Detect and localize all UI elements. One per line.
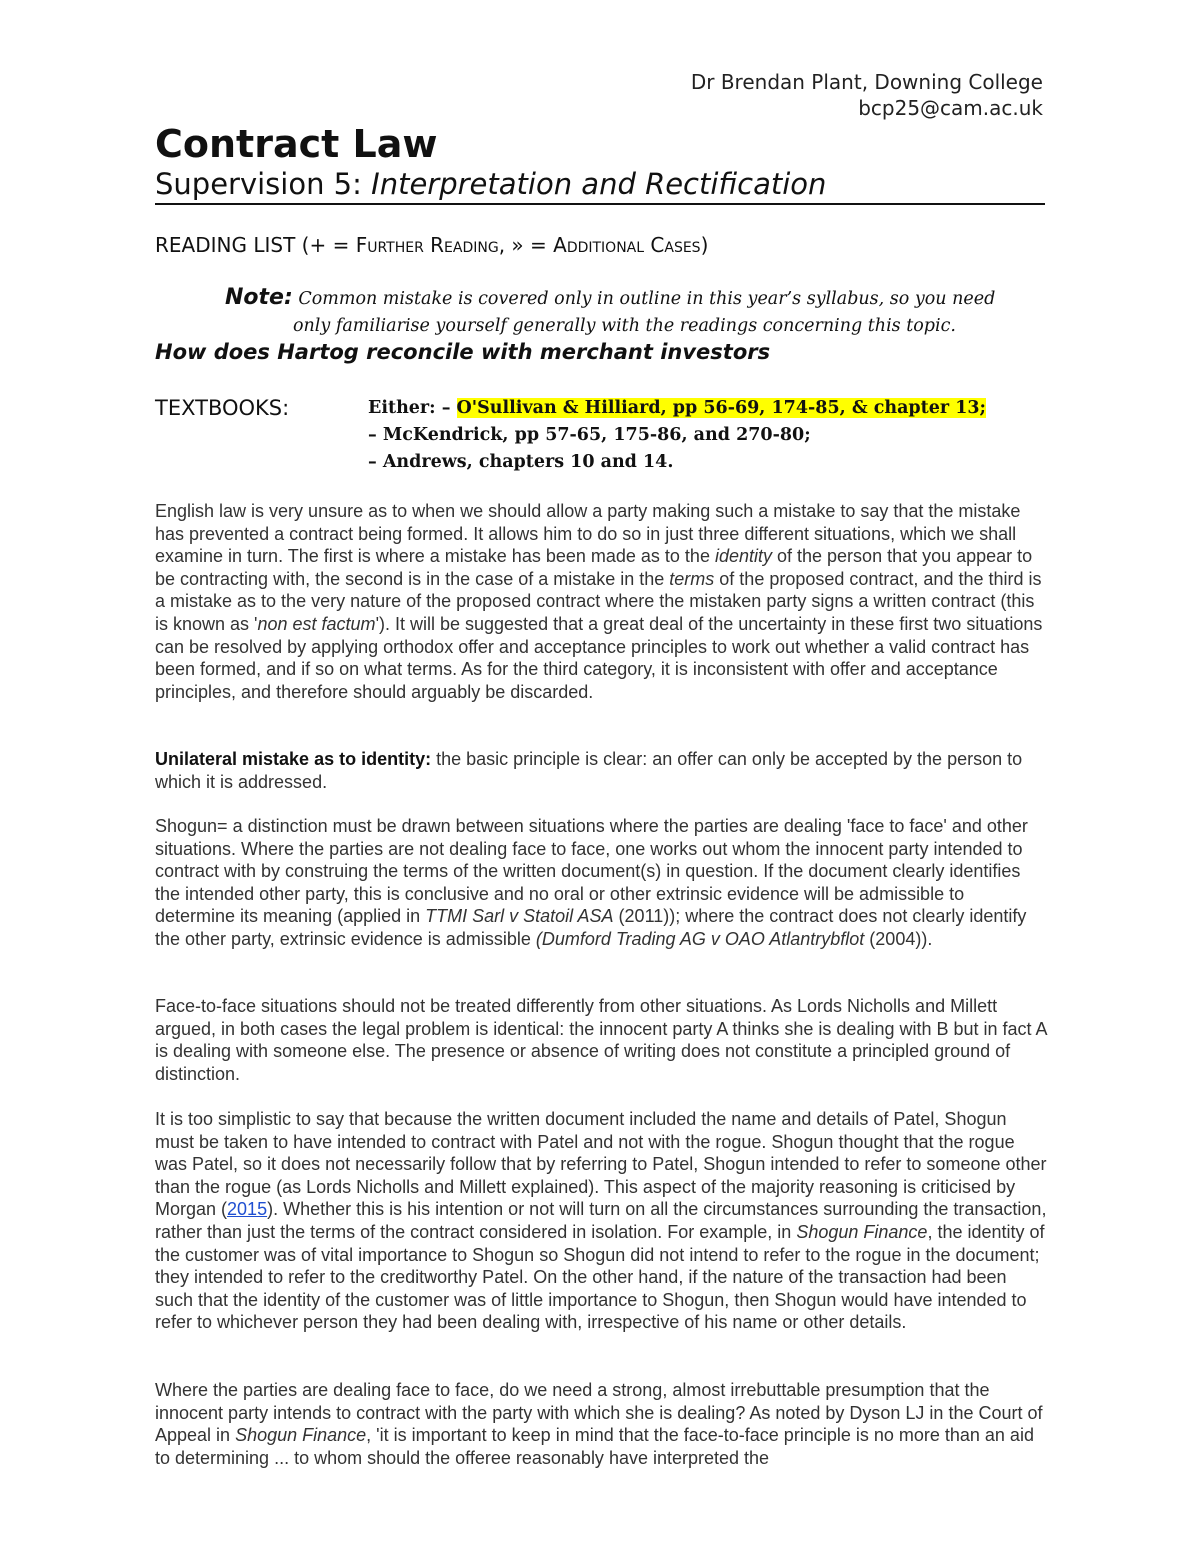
morgan-2015-link[interactable]: 2015 — [227, 1199, 268, 1220]
text-run: of the proposed contract, and the third is a mistake as to the very nature of the proposed contract where the mistaken party signs a written contract (this is known as ' — [155, 568, 1042, 634]
text-run: (2004)). — [864, 928, 933, 949]
case-name: (Dumford Trading AG v OAO Atlantrybflot — [535, 928, 865, 949]
textbook-item — [368, 395, 986, 422]
textbook-highlighted: O'Sullivan & Hilliard, pp 56-69, 174-85, & chapter 13; — [456, 398, 987, 418]
textbook-item: – Andrews, chapters 10 and 14. — [368, 452, 674, 472]
page-title: Contract Law — [155, 122, 438, 166]
page-subtitle — [155, 166, 826, 202]
textbooks-either: Either: – — [368, 398, 457, 418]
italic-run: non est factum — [257, 613, 376, 634]
reading-list-label: READING LIST — [155, 233, 296, 257]
case-name: TTMI Sarl v Statoil ASA — [425, 906, 614, 927]
note-label: Note: — [225, 285, 293, 310]
paragraph-shogun — [155, 815, 1048, 951]
text-run: English law is very unsure as to when we should allow a party making such a mistake to say that the mistake has prevented a contract being formed. It allows him to do so in just three different situations, which we shall examine in turn. The first is where a mistake has been made as to the — [155, 501, 1021, 567]
question-heading: How does Hartog reconcile with merchant investors — [155, 340, 771, 364]
italic-run: terms — [669, 568, 715, 589]
text-run: It is too simplistic to say that because the written document included the name and details of Patel, Shogun must be taken to have intended to contract with Patel and not with the rogue. Shogun thought that the rogue was Patel, so it does not necessarily follow that by referring to Patel, Shogun intended to refer to someone other than the rogue (as Lords Nicholls and Millett explained). This aspect of the majority reasoning is criticised by Morgan ( — [155, 1109, 1047, 1220]
note-line-2: only familiarise yourself generally with the readings concerning this topic. — [293, 316, 956, 336]
note-block — [225, 284, 1045, 340]
textbook-item: – McKendrick, pp 57-65, 175-86, and 270-80; — [368, 425, 811, 445]
email-line: bcp25@cam.ac.uk — [858, 96, 1043, 120]
text-run: the basic principle is clear: an offer can only be accepted by the person to which it is addressed. — [155, 749, 1023, 792]
paragraph-face-to-face: Face-to-face situations should not be treated differently from other situations. As Lords Nicholls and Millett argued, in both cases the legal problem is identical: the innocent party A thinks she is dealing with B but in fact A is dealing with someone else. The presence or absence of writing does not constitute a principled ground of distinction. — [155, 996, 1047, 1084]
text-run: Shogun= a distinction must be drawn between situations where the parties are dealing 'face to face' and other situations. Where the parties are not dealing face to face, one works out whom the innocent party intended to contract with by construing the terms of the written document(s) in question. If the document clearly identifies the intended other party, this is conclusive and no oral or other extrinsic evidence will be admissible to determine its meaning (applied in — [155, 816, 1028, 927]
subtitle-prefix: Supervision 5: — [155, 167, 372, 201]
text-run: ). Whether this is his intention or not will turn on all the circumstances surrounding the transaction, rather than just the terms of the contract considered in isolation. For example, in — [155, 1199, 1047, 1242]
case-name: Shogun Finance — [235, 1425, 367, 1446]
section-heading: Unilateral mistake as to identity: — [155, 749, 432, 769]
text-run: (2011)); where the contract does not clearly identify the other party, extrinsic evidence is admissible — [155, 906, 1027, 949]
paragraph-intro — [155, 500, 1048, 703]
textbooks-list — [368, 395, 986, 476]
reading-list-heading — [155, 232, 708, 258]
case-name: Shogun Finance — [796, 1221, 928, 1242]
text-run: of the person that you appear to be contracting with, the second is in the case of a mistake in the — [155, 546, 1033, 589]
textbooks-label: TEXTBOOKS: — [155, 396, 290, 420]
text-run: , 'it is important to keep in mind that the face-to-face principle is no more than an aid to determining ... to whom should the offeree reasonably have interpreted the — [155, 1425, 1034, 1468]
title-divider — [155, 203, 1045, 205]
author-line: Dr Brendan Plant, Downing College — [690, 70, 1043, 94]
text-run: Where the parties are dealing face to face, do we need a strong, almost irrebuttable presumption that the innocent party intends to contract with the party with which she is dealing? As noted by Dyson LJ in the Court of Appeal in — [155, 1380, 1043, 1446]
text-run: , the identity of the customer was of vital importance to Shogun so Shogun did not intend to refer to the rogue in the document; they intended to refer to the creditworthy Patel. On the other hand, if the nature of the transaction had been such that the identity of the customer was of little importance to Shogun, then Shogun would have intended to refer to whichever person they had been dealing with, irrespective of his name or other details. — [155, 1221, 1045, 1333]
italic-run: identity — [714, 546, 772, 567]
paragraph-simplistic — [155, 1108, 1048, 1334]
text-run: '). It will be suggested that a great deal of the uncertainty in these first two situations can be resolved by applying orthodox offer and acceptance principles to work out whether a valid contract has been formed, and if so on what terms. As for the third category, it is inconsistent with offer and acceptance principles, and therefore should arguably be discarded. — [155, 613, 1043, 702]
subtitle-topic: Interpretation and Rectification — [371, 167, 827, 201]
paragraph-identity — [155, 748, 1048, 793]
reading-list-legend: (+ = Further Reading, » = Additional Cases) — [295, 233, 709, 257]
note-line-1: Common mistake is covered only in outline in this year’s syllabus, so you need — [292, 289, 996, 309]
paragraph-presumption — [155, 1379, 1048, 1469]
